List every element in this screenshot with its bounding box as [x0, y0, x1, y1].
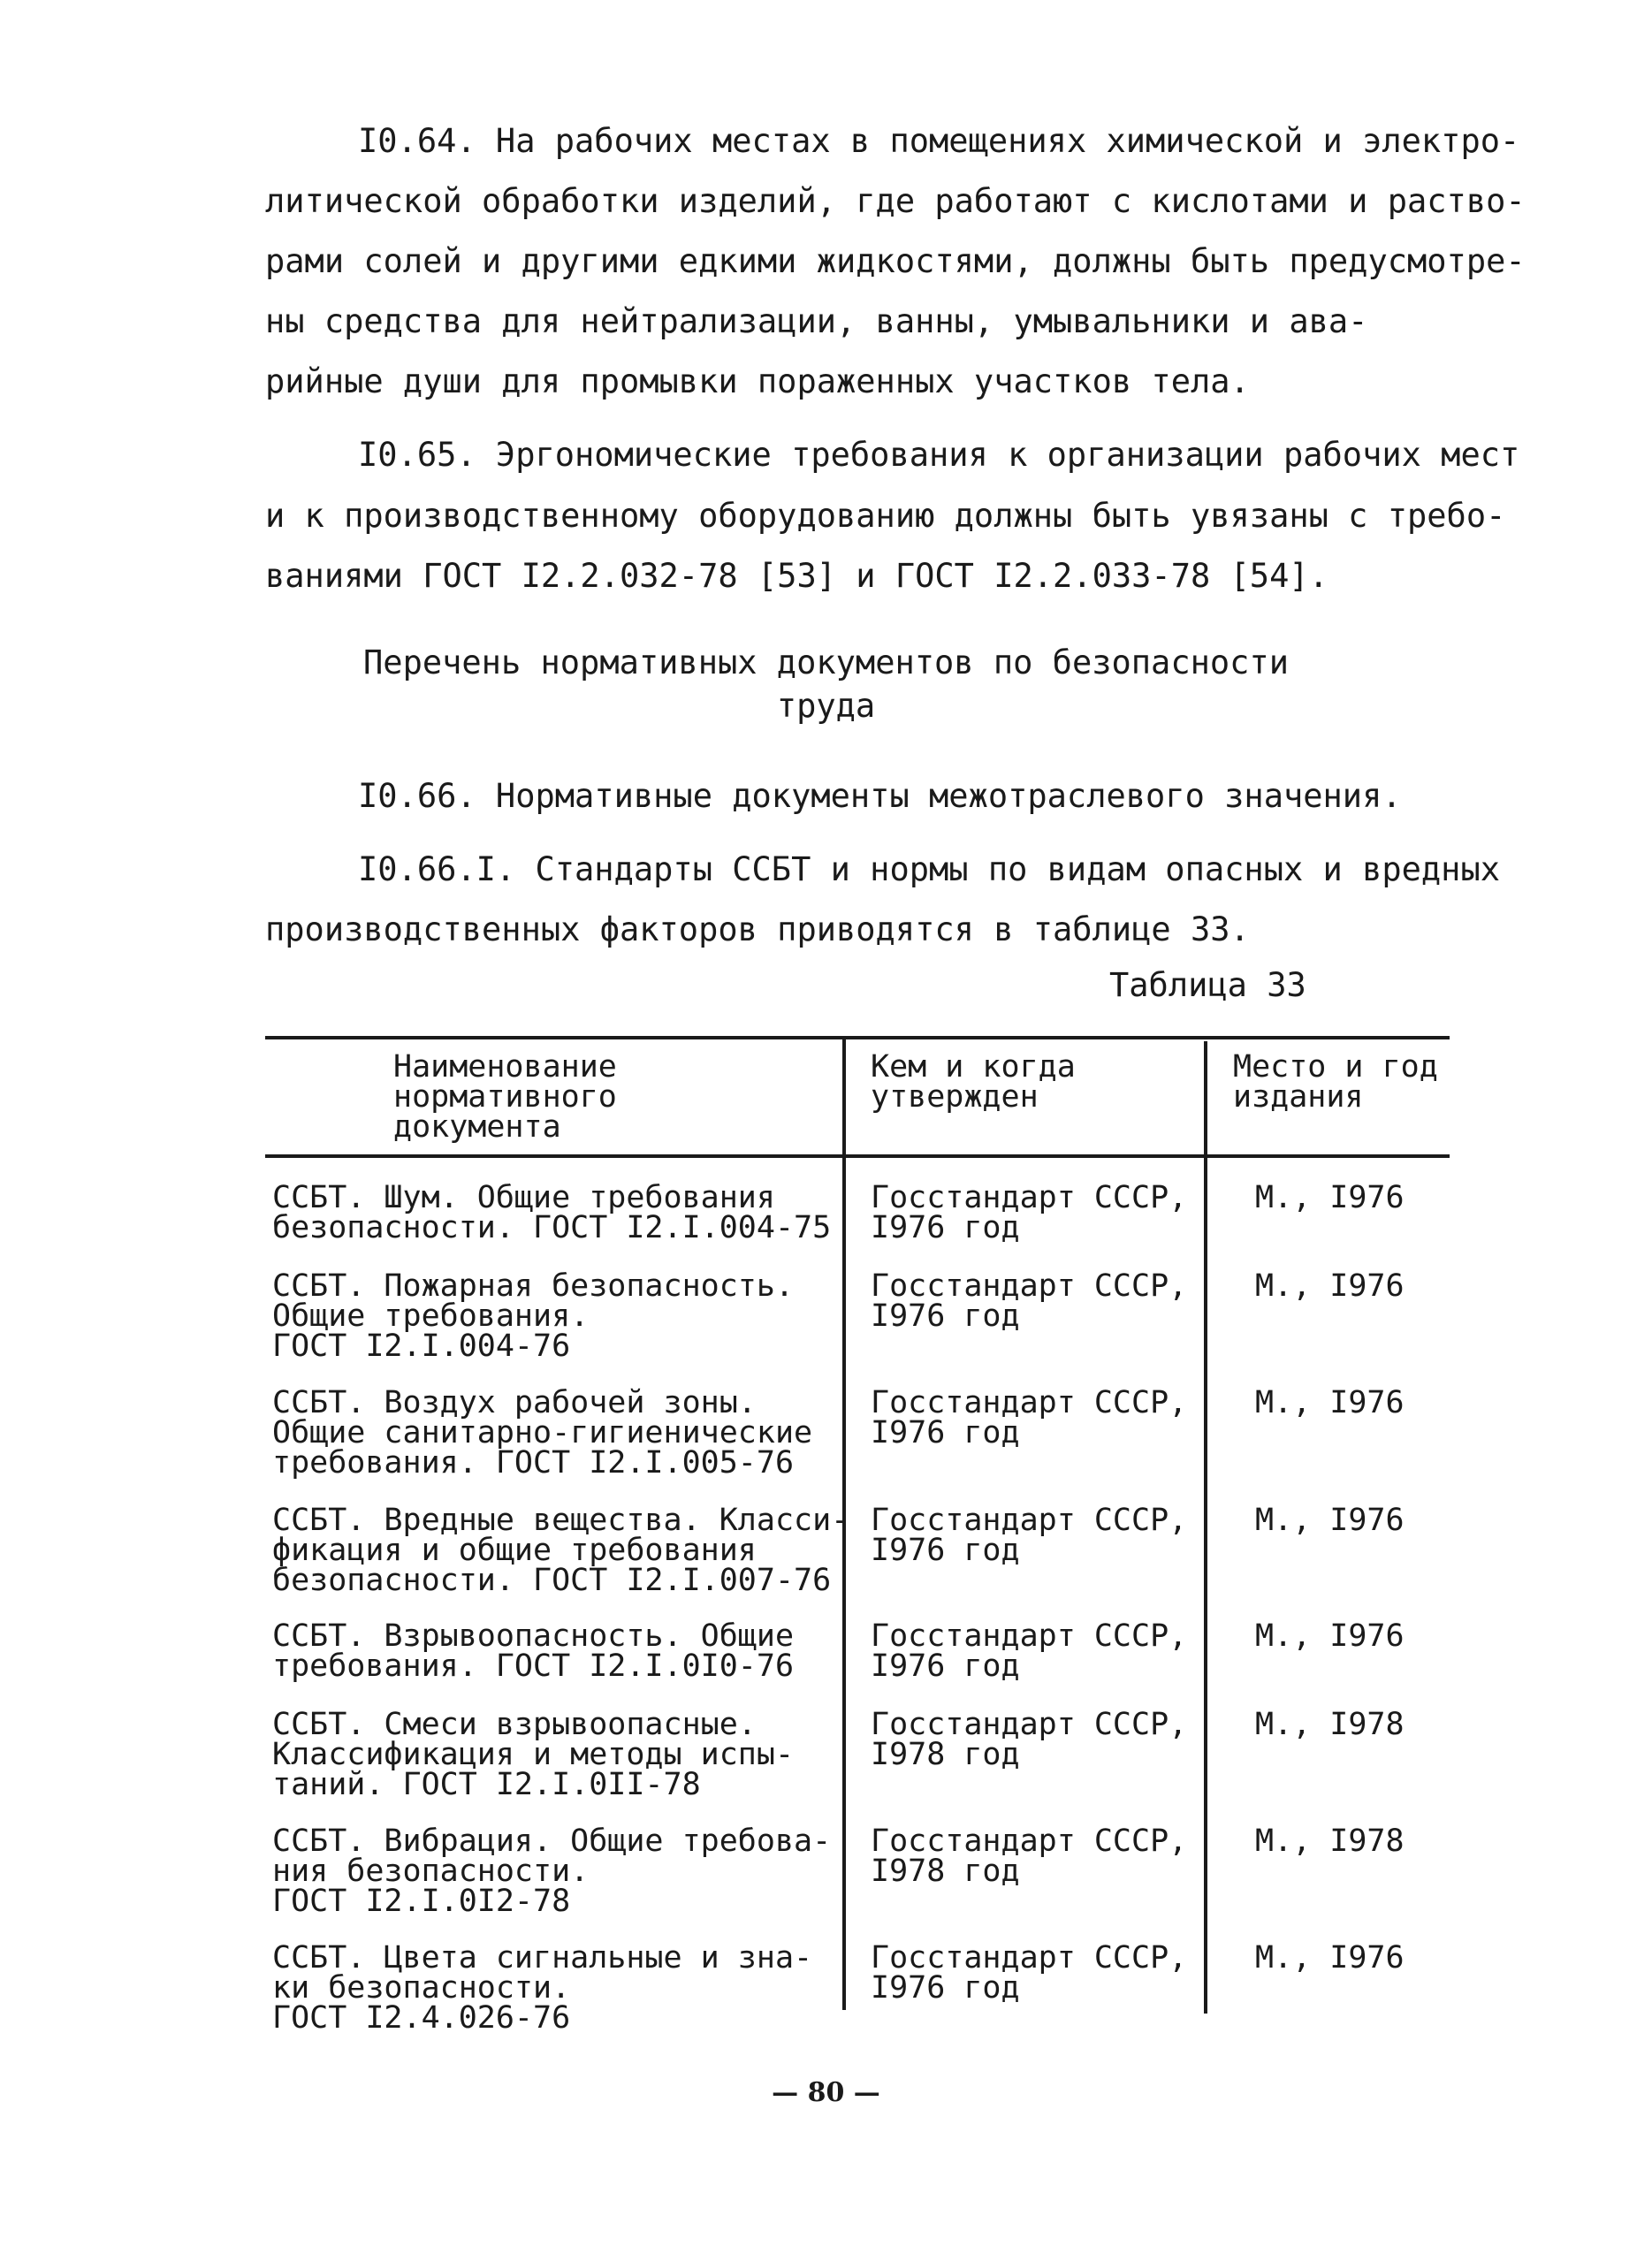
page-number: — 80 —: [772, 2077, 880, 2108]
row-approved-by: Госстандарт СССР, I976 год: [871, 1618, 1188, 1684]
row-approved-by: Госстандарт СССР, I976 год: [871, 1503, 1188, 1568]
row-place-year: М., I976: [1255, 1268, 1405, 1304]
row-place-year: М., I978: [1255, 1823, 1405, 1859]
row-approved-by: Госстандарт СССР, I976 год: [871, 1940, 1188, 2006]
row-place-year: М., I976: [1255, 1940, 1405, 1976]
row-document-name: ССБТ. Смеси взрывоопасные. Классификация и методы испы- таний. ГОСТ I2.I.0II-78: [272, 1707, 795, 1802]
para-10-65-line-2: и к производственному оборудованию должны быть увязаны с требо-: [265, 497, 1506, 535]
row-approved-by: Госстандарт СССР, I978 год: [871, 1823, 1188, 1889]
para-10-64-line-3: рами солей и другими едкими жидкостями, должны быть предусмотре-: [265, 242, 1526, 280]
para-10-66: I0.66. Нормативные документы межотраслевого значения.: [358, 777, 1402, 815]
row-place-year: М., I976: [1255, 1503, 1405, 1538]
table-column-divider-2: [1204, 1041, 1207, 2014]
table-header-name: Наименование нормативного документа: [393, 1049, 617, 1145]
row-document-name: ССБТ. Цвета сигнальные и зна- ки безопасности. ГОСТ I2.4.026-76: [272, 1940, 813, 2036]
section-heading-line-2: труда: [776, 687, 876, 725]
table-top-rule: [265, 1036, 1450, 1039]
row-document-name: ССБТ. Воздух рабочей зоны. Общие санитарно-гигиенические требования. ГОСТ I2.I.005-76: [272, 1385, 813, 1481]
table-header-approved: Кем и когда утвержден: [871, 1049, 1076, 1115]
para-10-64-line-4: ны средства для нейтрализации, ванны, умывальники и ава-: [265, 302, 1368, 340]
para-10-65-line-1: I0.65. Эргономические требования к организации рабочих мест: [358, 436, 1520, 474]
row-approved-by: Госстандарт СССР, I976 год: [871, 1385, 1188, 1450]
row-place-year: М., I976: [1255, 1180, 1405, 1215]
para-10-65-line-3: ваниями ГОСТ I2.2.032-78 [53] и ГОСТ I2.2.033-78 [54].: [265, 557, 1328, 595]
row-document-name: ССБТ. Пожарная безопасность. Общие требования. ГОСТ I2.I.004-76: [272, 1268, 795, 1364]
row-place-year: М., I978: [1255, 1707, 1405, 1742]
row-document-name: ССБТ. Шум. Общие требования безопасности. ГОСТ I2.I.004-75: [272, 1180, 832, 1245]
row-approved-by: Госстандарт СССР, I976 год: [871, 1180, 1188, 1245]
para-10-64-line-5: рийные души для промывки пораженных участков тела.: [265, 362, 1250, 400]
table-caption: Таблица 33: [1109, 966, 1306, 1004]
row-document-name: ССБТ. Взрывоопасность. Общие требования. ГОСТ I2.I.0I0-76: [272, 1618, 795, 1684]
para-10-66-1-line-1: I0.66.I. Стандарты ССБТ и нормы по видам опасных и вредных: [358, 850, 1501, 888]
row-document-name: ССБТ. Вибрация. Общие требова- ния безопасности. ГОСТ I2.I.0I2-78: [272, 1823, 832, 1919]
row-approved-by: Госстандарт СССР, I976 год: [871, 1268, 1188, 1334]
row-approved-by: Госстандарт СССР, I978 год: [871, 1707, 1188, 1772]
para-10-66-1-line-2: производственных факторов приводятся в таблице 33.: [265, 910, 1250, 948]
table-header-rule: [265, 1154, 1450, 1158]
row-place-year: М., I976: [1255, 1385, 1405, 1420]
row-place-year: М., I976: [1255, 1618, 1405, 1654]
table-header-place: Место и год издания: [1233, 1049, 1438, 1115]
para-10-64-line-2: литической обработки изделий, где работают с кислотами и раство-: [265, 182, 1526, 220]
section-heading-line-1: Перечень нормативных документов по безопасности: [363, 643, 1289, 681]
para-10-64-line-1: I0.64. На рабочих местах в помещениях химической и электро-: [358, 122, 1520, 160]
row-document-name: ССБТ. Вредные вещества. Класси- фикация и общие требования безопасности. ГОСТ I2.I.007-76: [272, 1503, 850, 1598]
